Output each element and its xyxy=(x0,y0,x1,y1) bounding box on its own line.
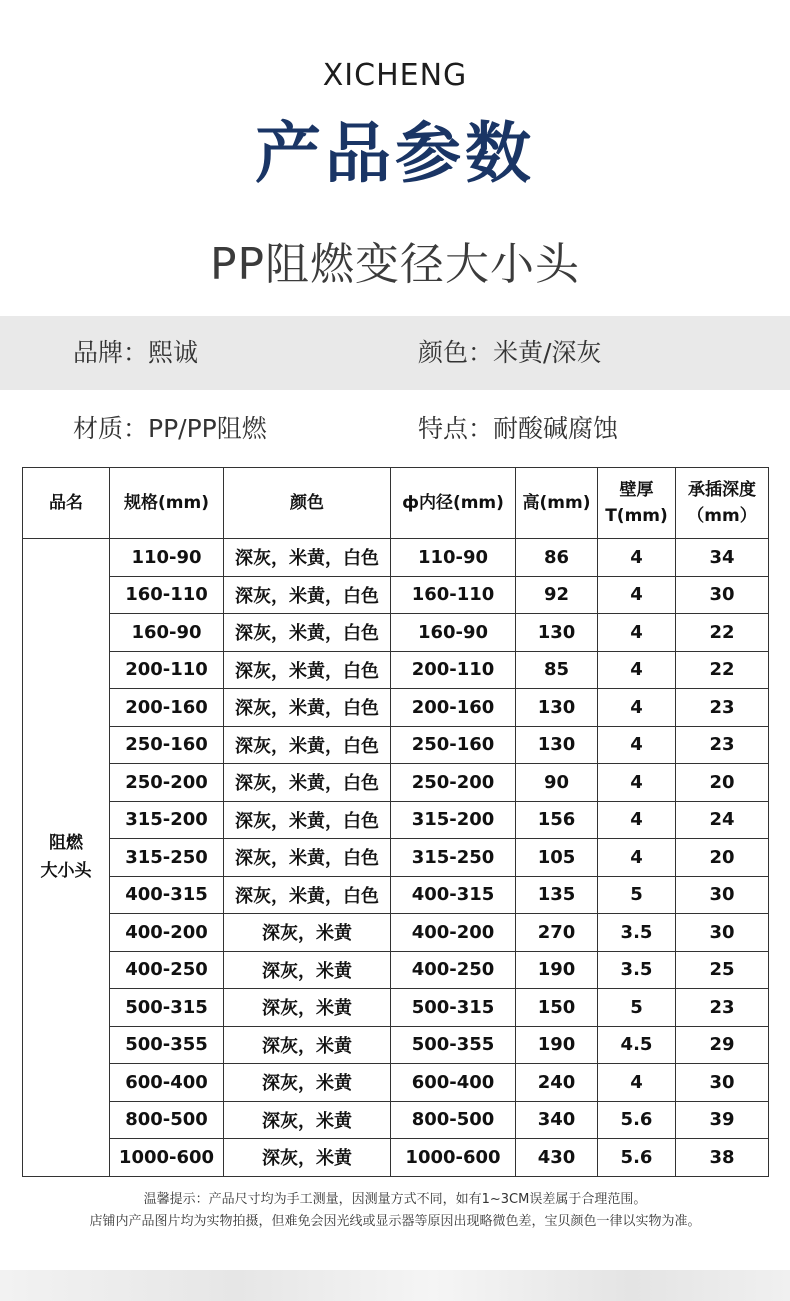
cell-height: 430 xyxy=(516,1139,598,1177)
cell-spec: 200-110 xyxy=(110,651,224,689)
cell-height: 270 xyxy=(516,914,598,952)
header-inner-diameter: ф内径(mm) xyxy=(391,468,516,539)
cell-spec: 315-200 xyxy=(110,801,224,839)
cell-inner: 500-355 xyxy=(391,1026,516,1064)
cell-wall: 4 xyxy=(598,839,676,877)
cell-spec: 160-110 xyxy=(110,576,224,614)
footer-texture xyxy=(0,1270,790,1301)
cell-spec: 250-160 xyxy=(110,726,224,764)
table-row xyxy=(23,651,769,689)
table-row xyxy=(23,764,769,802)
cell-depth: 38 xyxy=(676,1139,769,1177)
cell-depth: 20 xyxy=(676,839,769,877)
cell-spec: 800-500 xyxy=(110,1101,224,1139)
cell-color: 深灰，米黄 xyxy=(224,1026,391,1064)
cell-spec: 600-400 xyxy=(110,1064,224,1102)
cell-inner: 250-160 xyxy=(391,726,516,764)
cell-color: 深灰，米黄，白色 xyxy=(224,539,391,577)
cell-color: 深灰，米黄，白色 xyxy=(224,651,391,689)
note-line-1: 温馨提示：产品尺寸均为手工测量，因测量方式不同，如有1~3CM误差属于合理范围。 xyxy=(143,1192,647,1207)
cell-height: 135 xyxy=(516,876,598,914)
info-material: 材质：PP/PP阻燃 xyxy=(73,414,267,443)
cell-color: 深灰，米黄 xyxy=(224,1139,391,1177)
cell-spec: 110-90 xyxy=(110,539,224,577)
cell-depth: 22 xyxy=(676,614,769,652)
cell-height: 156 xyxy=(516,801,598,839)
table-row xyxy=(23,689,769,727)
cell-color: 深灰，米黄 xyxy=(224,914,391,952)
notes xyxy=(0,1189,790,1233)
cell-spec: 400-200 xyxy=(110,914,224,952)
cell-height: 190 xyxy=(516,951,598,989)
info-row-1 xyxy=(0,316,790,390)
cell-color: 深灰，米黄，白色 xyxy=(224,764,391,802)
cell-depth: 34 xyxy=(676,539,769,577)
cell-height: 85 xyxy=(516,651,598,689)
cell-spec: 200-160 xyxy=(110,689,224,727)
cell-depth: 30 xyxy=(676,876,769,914)
cell-inner: 600-400 xyxy=(391,1064,516,1102)
cell-wall: 4 xyxy=(598,539,676,577)
category-line-2: 大小头 xyxy=(40,861,92,882)
cell-color: 深灰，米黄，白色 xyxy=(224,801,391,839)
table-row xyxy=(23,1026,769,1064)
cell-color: 深灰，米黄，白色 xyxy=(224,689,391,727)
cell-height: 340 xyxy=(516,1101,598,1139)
cell-depth: 20 xyxy=(676,764,769,802)
cell-height: 150 xyxy=(516,989,598,1027)
table-row xyxy=(23,801,769,839)
cell-wall: 4 xyxy=(598,764,676,802)
table-row xyxy=(23,1064,769,1102)
table-row xyxy=(23,914,769,952)
product-name: PP阻燃变径大小头 xyxy=(209,239,581,290)
info-brand: 品牌：熙诚 xyxy=(73,338,199,367)
table-row xyxy=(23,614,769,652)
cell-wall: 5 xyxy=(598,876,676,914)
cell-inner: 160-110 xyxy=(391,576,516,614)
cell-spec: 315-250 xyxy=(110,839,224,877)
cell-spec: 500-355 xyxy=(110,1026,224,1064)
cell-color: 深灰，米黄，白色 xyxy=(224,726,391,764)
info-color: 颜色：米黄/深灰 xyxy=(418,338,602,367)
cell-depth: 24 xyxy=(676,801,769,839)
cell-wall: 5 xyxy=(598,989,676,1027)
cell-inner: 500-315 xyxy=(391,989,516,1027)
header-wall-line2: T(mm) xyxy=(605,506,668,526)
table-row xyxy=(23,876,769,914)
header-wall-line1: 壁厚 xyxy=(619,480,654,500)
cell-depth: 23 xyxy=(676,689,769,727)
cell-wall: 4 xyxy=(598,1064,676,1102)
cell-spec: 160-90 xyxy=(110,614,224,652)
cell-color: 深灰，米黄，白色 xyxy=(224,614,391,652)
info-row-2 xyxy=(0,392,790,466)
info-feature: 特点：耐酸碱腐蚀 xyxy=(418,414,619,443)
cell-height: 240 xyxy=(516,1064,598,1102)
cell-inner: 200-160 xyxy=(391,689,516,727)
cell-wall: 4.5 xyxy=(598,1026,676,1064)
note-line-2: 店铺内产品图片均为实物拍摄，但难免会因光线或显示器等原因出现略微色差，宝贝颜色一律以实物为准。 xyxy=(89,1214,701,1229)
cell-inner: 400-200 xyxy=(391,914,516,952)
cell-height: 130 xyxy=(516,726,598,764)
cell-depth: 30 xyxy=(676,1064,769,1102)
cell-color: 深灰，米黄，白色 xyxy=(224,876,391,914)
table-row xyxy=(23,1101,769,1139)
cell-wall: 5.6 xyxy=(598,1139,676,1177)
cell-wall: 4 xyxy=(598,614,676,652)
cell-wall: 3.5 xyxy=(598,951,676,989)
cell-spec: 250-200 xyxy=(110,764,224,802)
table-row xyxy=(23,989,769,1027)
header-height: 高(mm) xyxy=(516,468,598,539)
header-spec: 规格(mm) xyxy=(110,468,224,539)
cell-inner: 400-250 xyxy=(391,951,516,989)
cell-spec: 400-250 xyxy=(110,951,224,989)
cell-depth: 25 xyxy=(676,951,769,989)
cell-inner: 400-315 xyxy=(391,876,516,914)
table-header-row xyxy=(23,468,769,539)
header-color: 颜色 xyxy=(224,468,391,539)
cell-depth: 39 xyxy=(676,1101,769,1139)
cell-wall: 4 xyxy=(598,689,676,727)
cell-color: 深灰，米黄 xyxy=(224,951,391,989)
cell-depth: 29 xyxy=(676,1026,769,1064)
cell-color: 深灰，米黄，白色 xyxy=(224,839,391,877)
cell-spec: 1000-600 xyxy=(110,1139,224,1177)
category-line-1: 阻燃 xyxy=(49,833,83,854)
header-wall xyxy=(598,468,676,539)
header-depth-line1: 承插深度 xyxy=(688,480,756,500)
table-row xyxy=(23,576,769,614)
cell-depth: 30 xyxy=(676,914,769,952)
cell-spec: 400-315 xyxy=(110,876,224,914)
header-name: 品名 xyxy=(23,468,110,539)
cell-depth: 22 xyxy=(676,651,769,689)
table-row xyxy=(23,839,769,877)
cell-wall: 4 xyxy=(598,726,676,764)
cell-height: 86 xyxy=(516,539,598,577)
cell-color: 深灰，米黄 xyxy=(224,989,391,1027)
spec-table xyxy=(22,467,769,1177)
cell-inner: 160-90 xyxy=(391,614,516,652)
cell-height: 90 xyxy=(516,764,598,802)
cell-inner: 250-200 xyxy=(391,764,516,802)
cell-inner: 315-200 xyxy=(391,801,516,839)
cell-inner: 1000-600 xyxy=(391,1139,516,1177)
cell-inner: 315-250 xyxy=(391,839,516,877)
cell-wall: 4 xyxy=(598,651,676,689)
table-row xyxy=(23,951,769,989)
cell-height: 130 xyxy=(516,614,598,652)
cell-depth: 30 xyxy=(676,576,769,614)
cell-color: 深灰，米黄，白色 xyxy=(224,576,391,614)
cell-color: 深灰，米黄 xyxy=(224,1064,391,1102)
cell-depth: 23 xyxy=(676,726,769,764)
table-row xyxy=(23,726,769,764)
cell-height: 130 xyxy=(516,689,598,727)
table-row xyxy=(23,1139,769,1177)
table-row xyxy=(23,539,769,577)
cell-inner: 800-500 xyxy=(391,1101,516,1139)
header-depth xyxy=(676,468,769,539)
cell-wall: 4 xyxy=(598,801,676,839)
brand-name: XICHENG xyxy=(322,58,468,93)
cell-wall: 3.5 xyxy=(598,914,676,952)
cell-inner: 110-90 xyxy=(391,539,516,577)
header-depth-line2: （mm） xyxy=(687,506,757,526)
cell-spec: 500-315 xyxy=(110,989,224,1027)
cell-wall: 5.6 xyxy=(598,1101,676,1139)
cell-height: 92 xyxy=(516,576,598,614)
cell-wall: 4 xyxy=(598,576,676,614)
cell-color: 深灰，米黄 xyxy=(224,1101,391,1139)
category-cell xyxy=(23,539,110,1177)
page-title: 产品参数 xyxy=(255,115,535,192)
cell-depth: 23 xyxy=(676,989,769,1027)
cell-height: 105 xyxy=(516,839,598,877)
cell-inner: 200-110 xyxy=(391,651,516,689)
cell-height: 190 xyxy=(516,1026,598,1064)
